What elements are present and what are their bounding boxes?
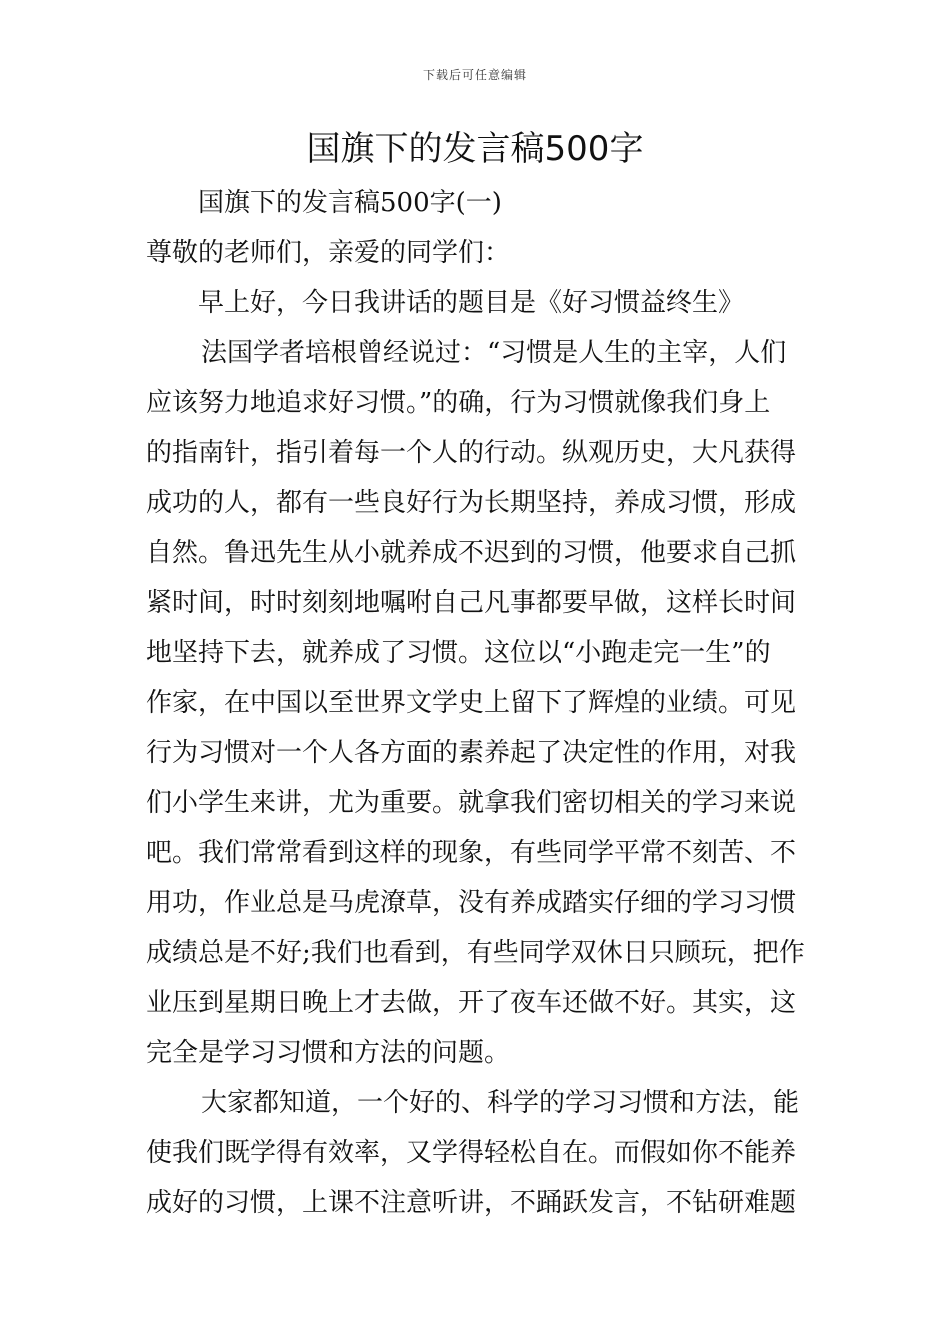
paragraph-line: 紧时间，时时刻刻地嘱咐自己凡事都要早做，这样长时间 — [146, 588, 797, 618]
paragraph-line: 成好的习惯，上课不注意听讲，不踊跃发言，不钻研难题 — [146, 1188, 797, 1218]
paragraph-line: 用功，作业总是马虎潦草，没有养成踏实仔细的学习习惯 — [146, 888, 797, 918]
paragraph-line: 吧。我们常常看到这样的现象，有些同学平常不刻苦、不 — [146, 838, 797, 868]
paragraph-line: 完全是学习习惯和方法的问题。 — [146, 1038, 511, 1068]
page-title: 国旗下的发言稿500字 — [306, 129, 644, 169]
paragraph-line: 业压到星期日晚上才去做，开了夜车还做不好。其实，这 — [146, 988, 797, 1018]
paragraph-line: 成绩总是不好;我们也看到，有些同学双休日只顾玩，把作 — [146, 938, 805, 968]
paragraph-line: 自然。鲁迅先生从小就养成不迟到的习惯，他要求自己抓 — [146, 538, 797, 568]
paragraph-1 — [146, 328, 810, 1078]
paragraph-line: 成功的人，都有一些良好行为长期坚持，养成习惯，形成 — [146, 488, 797, 518]
paragraph-line: 法国学者培根曾经说过：“习惯是人生的主宰，人们 — [201, 338, 787, 368]
subtitle: 国旗下的发言稿500字(一) — [198, 188, 502, 218]
paragraph-line: 应该努力地追求好习惯。”的确，行为习惯就像我们身上 — [146, 388, 771, 418]
paragraph-line: 作家，在中国以至世界文学史上留下了辉煌的业绩。可见 — [146, 688, 797, 718]
greeting: 早上好，今日我讲话的题目是《好习惯益终生》 — [198, 288, 745, 318]
paragraph-line: 地坚持下去，就养成了习惯。这位以“小跑走完一生”的 — [146, 638, 771, 668]
paragraph-line: 们小学生来讲，尤为重要。就拿我们密切相关的学习来说 — [146, 788, 797, 818]
document-body — [146, 178, 810, 1228]
salutation: 尊敬的老师们，亲爱的同学们： — [146, 238, 511, 268]
paragraph-line: 大家都知道，一个好的、科学的学习习惯和方法，能 — [201, 1088, 800, 1118]
paragraph-line: 的指南针，指引着每一个人的行动。纵观历史，大凡获得 — [146, 438, 797, 468]
paragraph-2 — [146, 1078, 810, 1228]
header-note: 下载后可任意编辑 — [422, 68, 527, 82]
paragraph-line: 行为习惯对一个人各方面的素养起了决定性的作用，对我 — [146, 738, 797, 768]
paragraph-line: 使我们既学得有效率，又学得轻松自在。而假如你不能养 — [146, 1138, 797, 1168]
